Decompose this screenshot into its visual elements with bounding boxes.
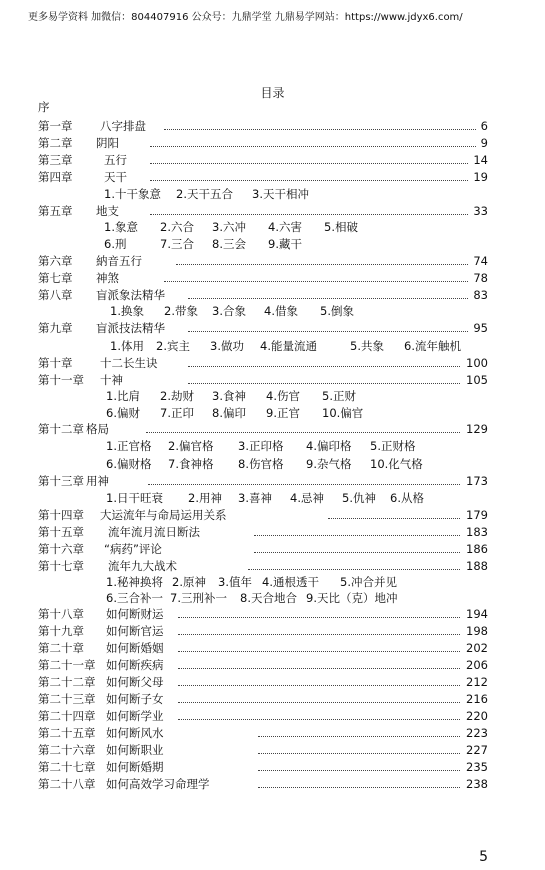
dot-leader — [178, 640, 460, 652]
toc-subitem: 3.合象 — [212, 304, 246, 318]
toc-subitem: 2.偏官格 — [168, 439, 214, 453]
toc-subitem: 5.正财格 — [370, 439, 416, 453]
toc-subitem: 2.原神 — [172, 575, 206, 589]
toc-subitem: 6.刑 — [104, 237, 127, 251]
toc-subitem: 3.做功 — [210, 339, 244, 353]
preface-row — [38, 99, 488, 115]
dot-leader — [328, 507, 460, 519]
toc-subitem: 10.化气格 — [370, 457, 423, 471]
dot-leader — [178, 606, 460, 618]
dot-leader — [176, 253, 468, 265]
chapter-page: 220 — [466, 709, 488, 723]
dot-leader — [150, 152, 468, 164]
chapter-number: 第二十二章 — [38, 675, 96, 689]
toc-subitem: 6.三合补一 — [106, 591, 163, 605]
chapter-page: 78 — [473, 271, 488, 285]
toc-subitem: 4.六害 — [268, 220, 302, 234]
chapter-page: 183 — [466, 525, 488, 539]
chapter-title: 如何断婚期 — [106, 760, 164, 774]
dot-leader — [178, 623, 460, 635]
toc-subitem: 5.冲合并见 — [340, 575, 397, 589]
dot-leader — [254, 541, 460, 553]
toc-subitem: 2.用神 — [188, 491, 222, 505]
chapter-title: “病药”评论 — [104, 542, 162, 556]
toc-entry — [38, 558, 488, 574]
chapter-page: 212 — [466, 675, 488, 689]
toc-entry — [38, 473, 488, 489]
chapter-title: 流年流月流日断法 — [108, 525, 200, 539]
dot-leader — [164, 270, 468, 282]
toc-entry — [38, 320, 488, 336]
toc-entry — [38, 606, 488, 622]
toc-subitem: 5.相破 — [324, 220, 358, 234]
chapter-number: 第二十章 — [38, 641, 84, 655]
toc-subitem: 4.忌神 — [290, 491, 324, 505]
toc-subitem: 2.宾主 — [156, 339, 190, 353]
toc-subitem: 1.比肩 — [106, 389, 140, 403]
chapter-number: 第十九章 — [38, 624, 84, 638]
dot-leader — [188, 320, 468, 332]
chapter-page: 238 — [466, 777, 488, 791]
toc-entry — [38, 253, 488, 269]
chapter-page: 227 — [466, 743, 488, 757]
dot-leader — [248, 558, 460, 570]
toc-title: 目录 — [260, 86, 285, 100]
dot-leader — [178, 657, 460, 669]
dot-leader — [150, 203, 468, 215]
dot-leader — [188, 355, 460, 367]
chapter-number: 第九章 — [38, 321, 73, 335]
dot-leader — [150, 135, 476, 147]
toc-entry — [38, 541, 488, 557]
toc-subitem: 3.天干相冲 — [252, 187, 309, 201]
chapter-page: 188 — [466, 559, 488, 573]
chapter-number: 第二十六章 — [38, 743, 96, 757]
chapter-page: 83 — [473, 288, 488, 302]
page-number: 5 — [479, 849, 488, 865]
toc-entry — [38, 657, 488, 673]
chapter-page: 6 — [480, 119, 488, 133]
chapter-title: 如何断财运 — [106, 607, 164, 621]
toc-subitem: 5.倒象 — [320, 304, 354, 318]
chapter-title: 如何断学业 — [106, 709, 164, 723]
toc-subitem: 9.杂气格 — [306, 457, 352, 471]
toc-entry — [38, 507, 488, 523]
chapter-title: 如何断子女 — [106, 692, 164, 706]
chapter-title: 如何断婚姻 — [106, 641, 164, 655]
chapter-number: 第六章 — [38, 254, 73, 268]
toc-subitem: 4.偏印格 — [306, 439, 352, 453]
chapter-page: 95 — [473, 321, 488, 335]
chapter-page: 19 — [473, 170, 488, 184]
toc-entry — [38, 776, 488, 792]
chapter-number: 第八章 — [38, 288, 73, 302]
chapter-title: 盲派技法精华 — [96, 321, 165, 335]
toc-subitem: 4.伤官 — [266, 389, 300, 403]
toc-entry — [38, 623, 488, 639]
toc-entry — [38, 640, 488, 656]
chapter-page: 100 — [466, 356, 488, 370]
dot-leader — [148, 473, 460, 485]
chapter-title: 如何断风水 — [106, 726, 164, 740]
toc-subitem: 5.仇神 — [342, 491, 376, 505]
toc-entry — [38, 742, 488, 758]
toc-subitem: 2.六合 — [160, 220, 194, 234]
toc-subitem: 5.共象 — [350, 339, 384, 353]
toc-entry — [38, 708, 488, 724]
toc-subitem: 3.食神 — [212, 389, 246, 403]
chapter-page: 105 — [466, 373, 488, 387]
dot-leader — [258, 742, 460, 754]
chapter-title: 盲派象法精华 — [96, 288, 165, 302]
chapter-title: 如何高效学习命理学 — [106, 777, 210, 791]
chapter-number: 第十七章 — [38, 559, 84, 573]
toc-subitem: 9.藏干 — [268, 237, 302, 251]
toc-subitem: 8.三会 — [212, 237, 246, 251]
toc-entry — [38, 372, 488, 388]
chapter-title: 五行 — [104, 153, 127, 167]
dot-leader — [146, 421, 460, 433]
toc-entry — [38, 725, 488, 741]
toc-subitem: 10.偏官 — [322, 406, 364, 420]
chapter-number: 第十八章 — [38, 607, 84, 621]
toc-subitem: 7.三刑补一 — [170, 591, 227, 605]
toc-subitem: 1.象意 — [104, 220, 138, 234]
toc-subitem: 8.伤官格 — [238, 457, 284, 471]
toc-entry — [38, 152, 488, 168]
toc-entry — [38, 270, 488, 286]
toc-subitem: 2.带象 — [164, 304, 198, 318]
toc-subitem: 1.秘神换将 — [106, 575, 163, 589]
toc-subitem: 4.通根透干 — [262, 575, 319, 589]
toc-entry — [38, 169, 488, 185]
chapter-number: 第十章 — [38, 356, 73, 370]
chapter-title: 納音五行 — [96, 254, 142, 268]
toc-subitem: 1.体用 — [110, 339, 144, 353]
chapter-title: 大运流年与命局运用关系 — [100, 508, 227, 522]
dot-leader — [150, 169, 468, 181]
toc-subitem: 3.喜神 — [238, 491, 272, 505]
toc-entry — [38, 759, 488, 775]
chapter-title: 用神 — [86, 474, 109, 488]
chapter-number: 第十三章 — [38, 474, 84, 488]
chapter-page: 202 — [466, 641, 488, 655]
chapter-page: 223 — [466, 726, 488, 740]
toc-entry — [38, 355, 488, 371]
toc-subitem: 3.正印格 — [238, 439, 284, 453]
chapter-page: 216 — [466, 692, 488, 706]
chapter-number: 第五章 — [38, 204, 73, 218]
chapter-number: 第二十五章 — [38, 726, 96, 740]
toc-entry — [38, 691, 488, 707]
toc-subitem: 6.从格 — [390, 491, 424, 505]
toc-subitem: 1.换象 — [110, 304, 144, 318]
toc-entry — [38, 203, 488, 219]
chapter-page: 173 — [466, 474, 488, 488]
chapter-title: 阴阳 — [96, 136, 119, 150]
chapter-page: 129 — [466, 422, 488, 436]
chapter-title: 十二长生诀 — [100, 356, 158, 370]
chapter-number: 第十六章 — [38, 542, 84, 556]
dot-leader — [178, 674, 460, 686]
toc-entry — [38, 287, 488, 303]
toc-subitem: 3.值年 — [218, 575, 252, 589]
chapter-number: 第四章 — [38, 170, 73, 184]
toc-entry — [38, 421, 488, 437]
dot-leader — [188, 287, 468, 299]
chapter-page: 74 — [473, 254, 488, 268]
chapter-page: 186 — [466, 542, 488, 556]
toc-entry — [38, 524, 488, 540]
chapter-page: 198 — [466, 624, 488, 638]
chapter-title: 地支 — [96, 204, 119, 218]
toc-subitem: 6.流年触机 — [404, 339, 461, 353]
chapter-page: 14 — [473, 153, 488, 167]
chapter-title: 格局 — [86, 422, 109, 436]
chapter-title: 八字排盘 — [100, 119, 146, 133]
chapter-number: 第十二章 — [38, 422, 84, 436]
chapter-number: 第二章 — [38, 136, 73, 150]
toc-subitem: 7.食神格 — [168, 457, 214, 471]
toc-subitem: 8.偏印 — [212, 406, 246, 420]
chapter-page: 206 — [466, 658, 488, 672]
dot-leader — [254, 524, 460, 536]
chapter-title: 十神 — [100, 373, 123, 387]
toc-subitem: 7.三合 — [160, 237, 194, 251]
chapter-title: 流年九大战术 — [108, 559, 177, 573]
toc-subitem: 9.天比（克）地冲 — [306, 591, 398, 605]
toc-subitem: 2.劫财 — [160, 389, 194, 403]
toc-subitem: 1.十干象意 — [104, 187, 161, 201]
chapter-title: 如何断疾病 — [106, 658, 164, 672]
chapter-number: 第七章 — [38, 271, 73, 285]
chapter-page: 33 — [473, 204, 488, 218]
dot-leader — [178, 691, 460, 703]
chapter-number: 第二十三章 — [38, 692, 96, 706]
chapter-title: 如何断官运 — [106, 624, 164, 638]
toc-subitem: 4.借象 — [264, 304, 298, 318]
chapter-page: 194 — [466, 607, 488, 621]
toc-subitem: 9.正官 — [266, 406, 300, 420]
toc-subitem: 5.正财 — [322, 389, 356, 403]
toc-entry — [38, 118, 488, 134]
chapter-title: 神煞 — [96, 271, 119, 285]
dot-leader — [178, 708, 460, 720]
toc-entry — [38, 674, 488, 690]
chapter-number: 第二十八章 — [38, 777, 96, 791]
chapter-number: 第二十四章 — [38, 709, 96, 723]
chapter-number: 第十四章 — [38, 508, 84, 522]
dot-leader — [164, 118, 476, 130]
dot-leader — [188, 372, 460, 384]
chapter-number: 第二十一章 — [38, 658, 96, 672]
toc-subitem: 2.天干五合 — [176, 187, 233, 201]
toc-entry — [38, 135, 488, 151]
chapter-number: 第三章 — [38, 153, 73, 167]
toc-subitem: 3.六冲 — [212, 220, 246, 234]
dot-leader — [258, 725, 460, 737]
chapter-title: 天干 — [104, 170, 127, 184]
toc-subitem: 8.天合地合 — [240, 591, 297, 605]
chapter-page: 179 — [466, 508, 488, 522]
toc-subitem: 6.偏财格 — [106, 457, 152, 471]
chapter-number: 第十一章 — [38, 373, 84, 387]
toc-subitem: 7.正印 — [160, 406, 194, 420]
page-header: 更多易学资料 加微信：804407916 公众号：九鼎学堂 九鼎易学网站：https://www.jdyx6.com/ — [28, 12, 463, 23]
toc-subitem: 6.偏财 — [106, 406, 140, 420]
preface-label: 序 — [38, 100, 50, 114]
chapter-number: 第十五章 — [38, 525, 84, 539]
chapter-page: 235 — [466, 760, 488, 774]
chapter-number: 第一章 — [38, 119, 73, 133]
chapter-title: 如何断职业 — [106, 743, 164, 757]
chapter-title: 如何断父母 — [106, 675, 164, 689]
toc-subitem: 4.能量流通 — [260, 339, 317, 353]
toc-subitem: 1.日干旺衰 — [106, 491, 163, 505]
dot-leader — [258, 759, 460, 771]
toc-subitem: 1.正官格 — [106, 439, 152, 453]
chapter-number: 第二十七章 — [38, 760, 96, 774]
dot-leader — [258, 776, 460, 788]
chapter-page: 9 — [480, 136, 488, 150]
